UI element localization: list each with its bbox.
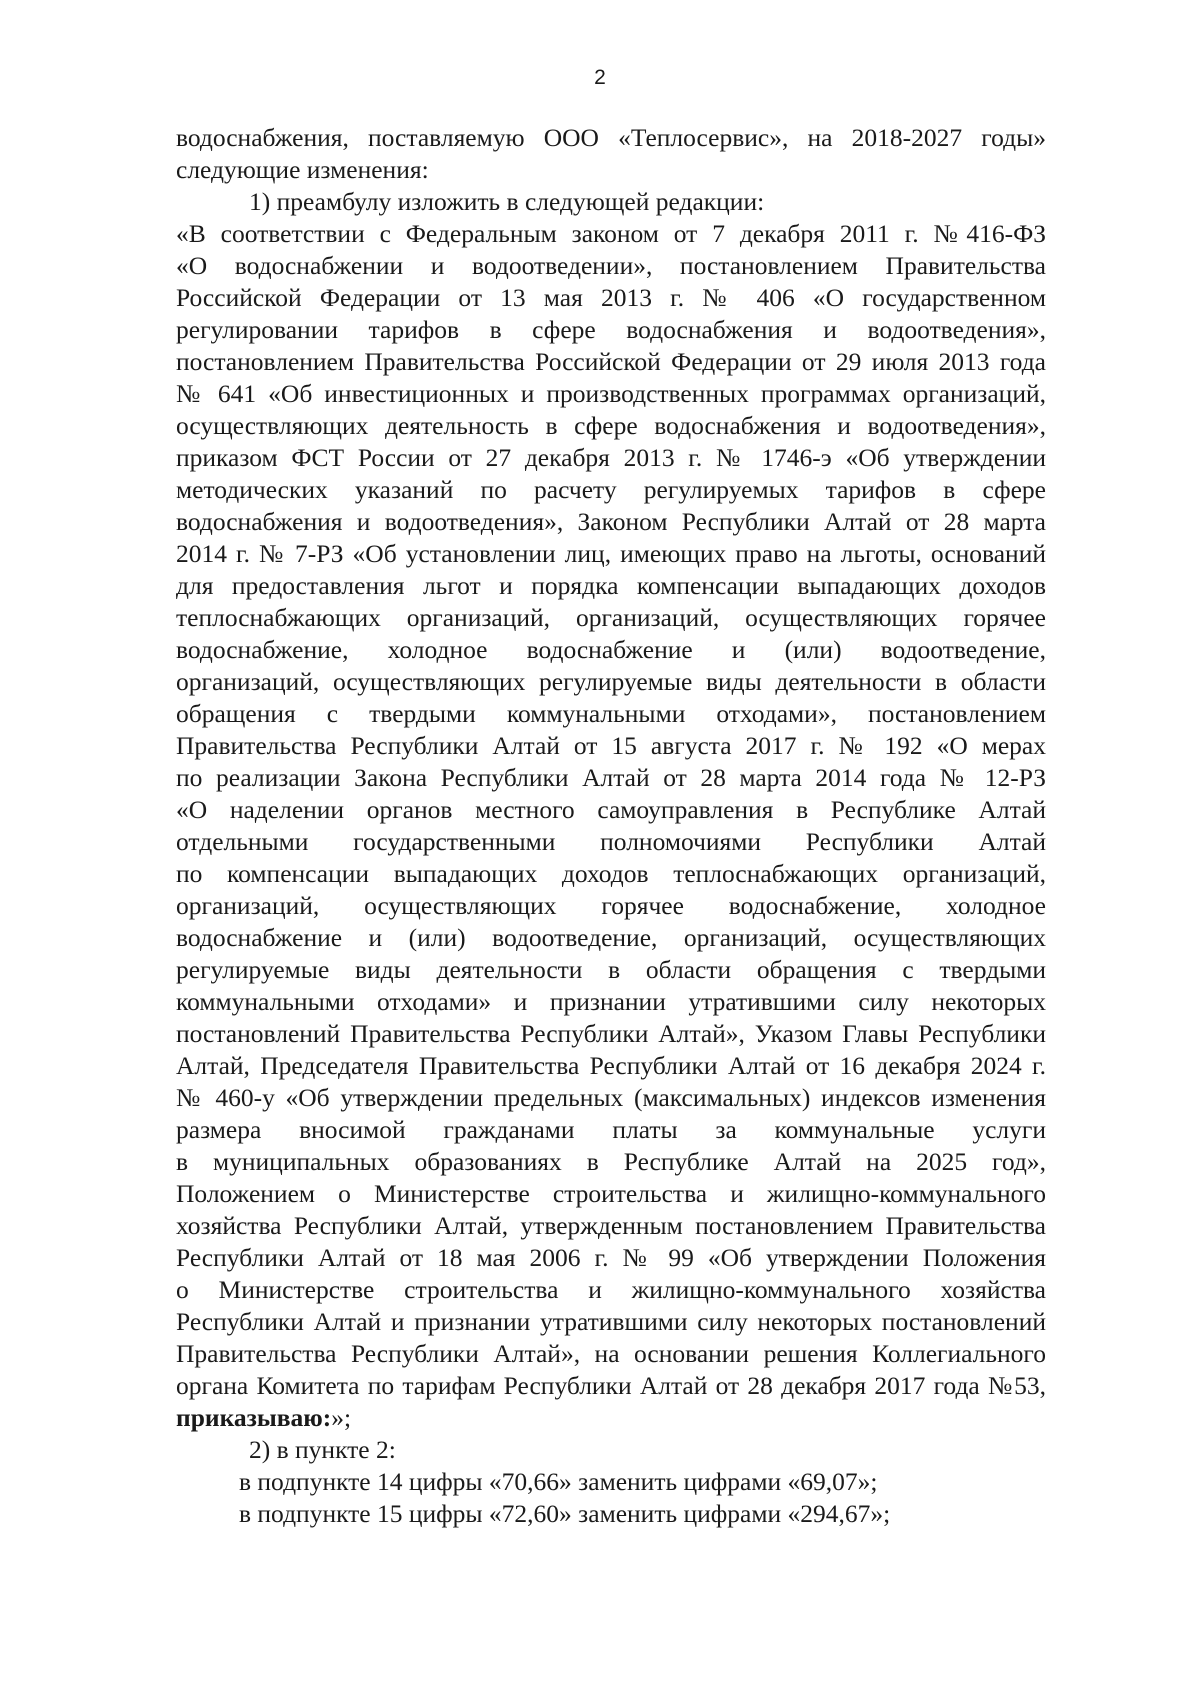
text-line: 2014 г. № 7-РЗ «Об установлении лиц, имеющих право на льготы, оснований [176, 539, 1046, 568]
text-line: постановлением Правительства Российской Федерации от 29 июля 2013 года [176, 347, 1046, 376]
text-line: отдельными государственными полномочиями Республики Алтай [176, 827, 1046, 856]
text-line: регулировании тарифов в сфере водоснабжения и водоотведения», [176, 315, 1046, 344]
text-line: организаций, осуществляющих горячее водоснабжение, холодное [176, 891, 1046, 920]
text-line: водоснабжения, поставляемую ООО «Теплосервис», на 2018-2027 годы» [176, 123, 1046, 152]
text-line: водоснабжение, холодное водоснабжение и (или) водоотведение, [176, 635, 1046, 664]
text-line: коммунальными отходами» и признании утратившими силу некоторых [176, 987, 1046, 1016]
text-line: Республики Алтай от 18 мая 2006 г. № 99 «Об утверждении Положения [176, 1243, 1046, 1272]
text-line: «В соответствии с Федеральным законом от 7 декабря 2011 г. №416-ФЗ [176, 219, 1046, 248]
subitem-15: в подпункте 15 цифры «72,60» заменить цифрами «294,67»; [239, 1499, 891, 1528]
text-line: № 460-у «Об утверждении предельных (максимальных) индексов изменения [176, 1083, 1046, 1112]
text-line: Алтай, Председателя Правительства Республики Алтай от 16 декабря 2024 г. [176, 1051, 1046, 1080]
closing-punctuation: »; [331, 1403, 352, 1432]
text-line: размера вносимой гражданами платы за коммунальные услуги [176, 1115, 1046, 1144]
text-line: органа Комитета по тарифам Республики Алтай от 28 декабря 2017 года №53, [176, 1371, 1046, 1400]
text-line: Положением о Министерстве строительства и жилищно-коммунального [176, 1179, 1046, 1208]
text-line: о Министерстве строительства и жилищно-коммунального хозяйства [176, 1275, 1046, 1304]
text-line: обращения с твердыми коммунальными отходами», постановлением [176, 699, 1046, 728]
text-line: водоснабжение и (или) водоотведение, организаций, осуществляющих [176, 923, 1046, 952]
text-line: организаций, осуществляющих регулируемые виды деятельности в области [176, 667, 1046, 696]
closing-line [176, 1402, 1046, 1434]
text-line: № 641 «Об инвестиционных и производственных программах организаций, [176, 379, 1046, 408]
text-line: Правительства Республики Алтай», на основании решения Коллегиального [176, 1339, 1046, 1368]
text-line: по компенсации выпадающих доходов теплоснабжающих организаций, [176, 859, 1046, 888]
text-line: постановлений Правительства Республики Алтай», Указом Главы Республики [176, 1019, 1046, 1048]
text-line: приказом ФСТ России от 27 декабря 2013 г. № 1746-э «Об утверждении [176, 443, 1046, 472]
list-item-2: 2) в пункте 2: [249, 1435, 396, 1464]
page-number: 2 [594, 66, 606, 89]
text-line: в муниципальных образованиях в Республике Алтай на 2025 год», [176, 1147, 1046, 1176]
text-line: следующие изменения: [176, 155, 429, 184]
text-line: теплоснабжающих организаций, организаций, осуществляющих горячее [176, 603, 1046, 632]
text-line: по реализации Закона Республики Алтай от 28 марта 2014 года № 12-РЗ [176, 763, 1046, 792]
text-line: Республики Алтай и признании утратившими силу некоторых постановлений [176, 1307, 1046, 1336]
text-line: «О водоснабжении и водоотведении», постановлением Правительства [176, 251, 1046, 280]
text-line: «О наделении органов местного самоуправления в Республике Алтай [176, 795, 1046, 824]
text-line: хозяйства Республики Алтай, утвержденным постановлением Правительства [176, 1211, 1046, 1240]
text-line: регулируемые виды деятельности в области обращения с твердыми [176, 955, 1046, 984]
list-item-1: 1) преамбулу изложить в следующей редакции: [249, 187, 765, 216]
document-body [176, 122, 1046, 1530]
text-line: методических указаний по расчету регулируемых тарифов в сфере [176, 475, 1046, 504]
text-line: Российской Федерации от 13 мая 2013 г. № 406 «О государственном [176, 283, 1046, 312]
text-line: водоснабжения и водоотведения», Законом Республики Алтай от 28 марта [176, 507, 1046, 536]
decree-word: приказываю: [176, 1403, 332, 1432]
text-line: для предоставления льгот и порядка компенсации выпадающих доходов [176, 571, 1046, 600]
subitem-14: в подпункте 14 цифры «70,66» заменить цифрами «69,07»; [239, 1467, 878, 1496]
text-line: Правительства Республики Алтай от 15 августа 2017 г. № 192 «О мерах [176, 731, 1046, 760]
text-line: осуществляющих деятельность в сфере водоснабжения и водоотведения», [176, 411, 1046, 440]
